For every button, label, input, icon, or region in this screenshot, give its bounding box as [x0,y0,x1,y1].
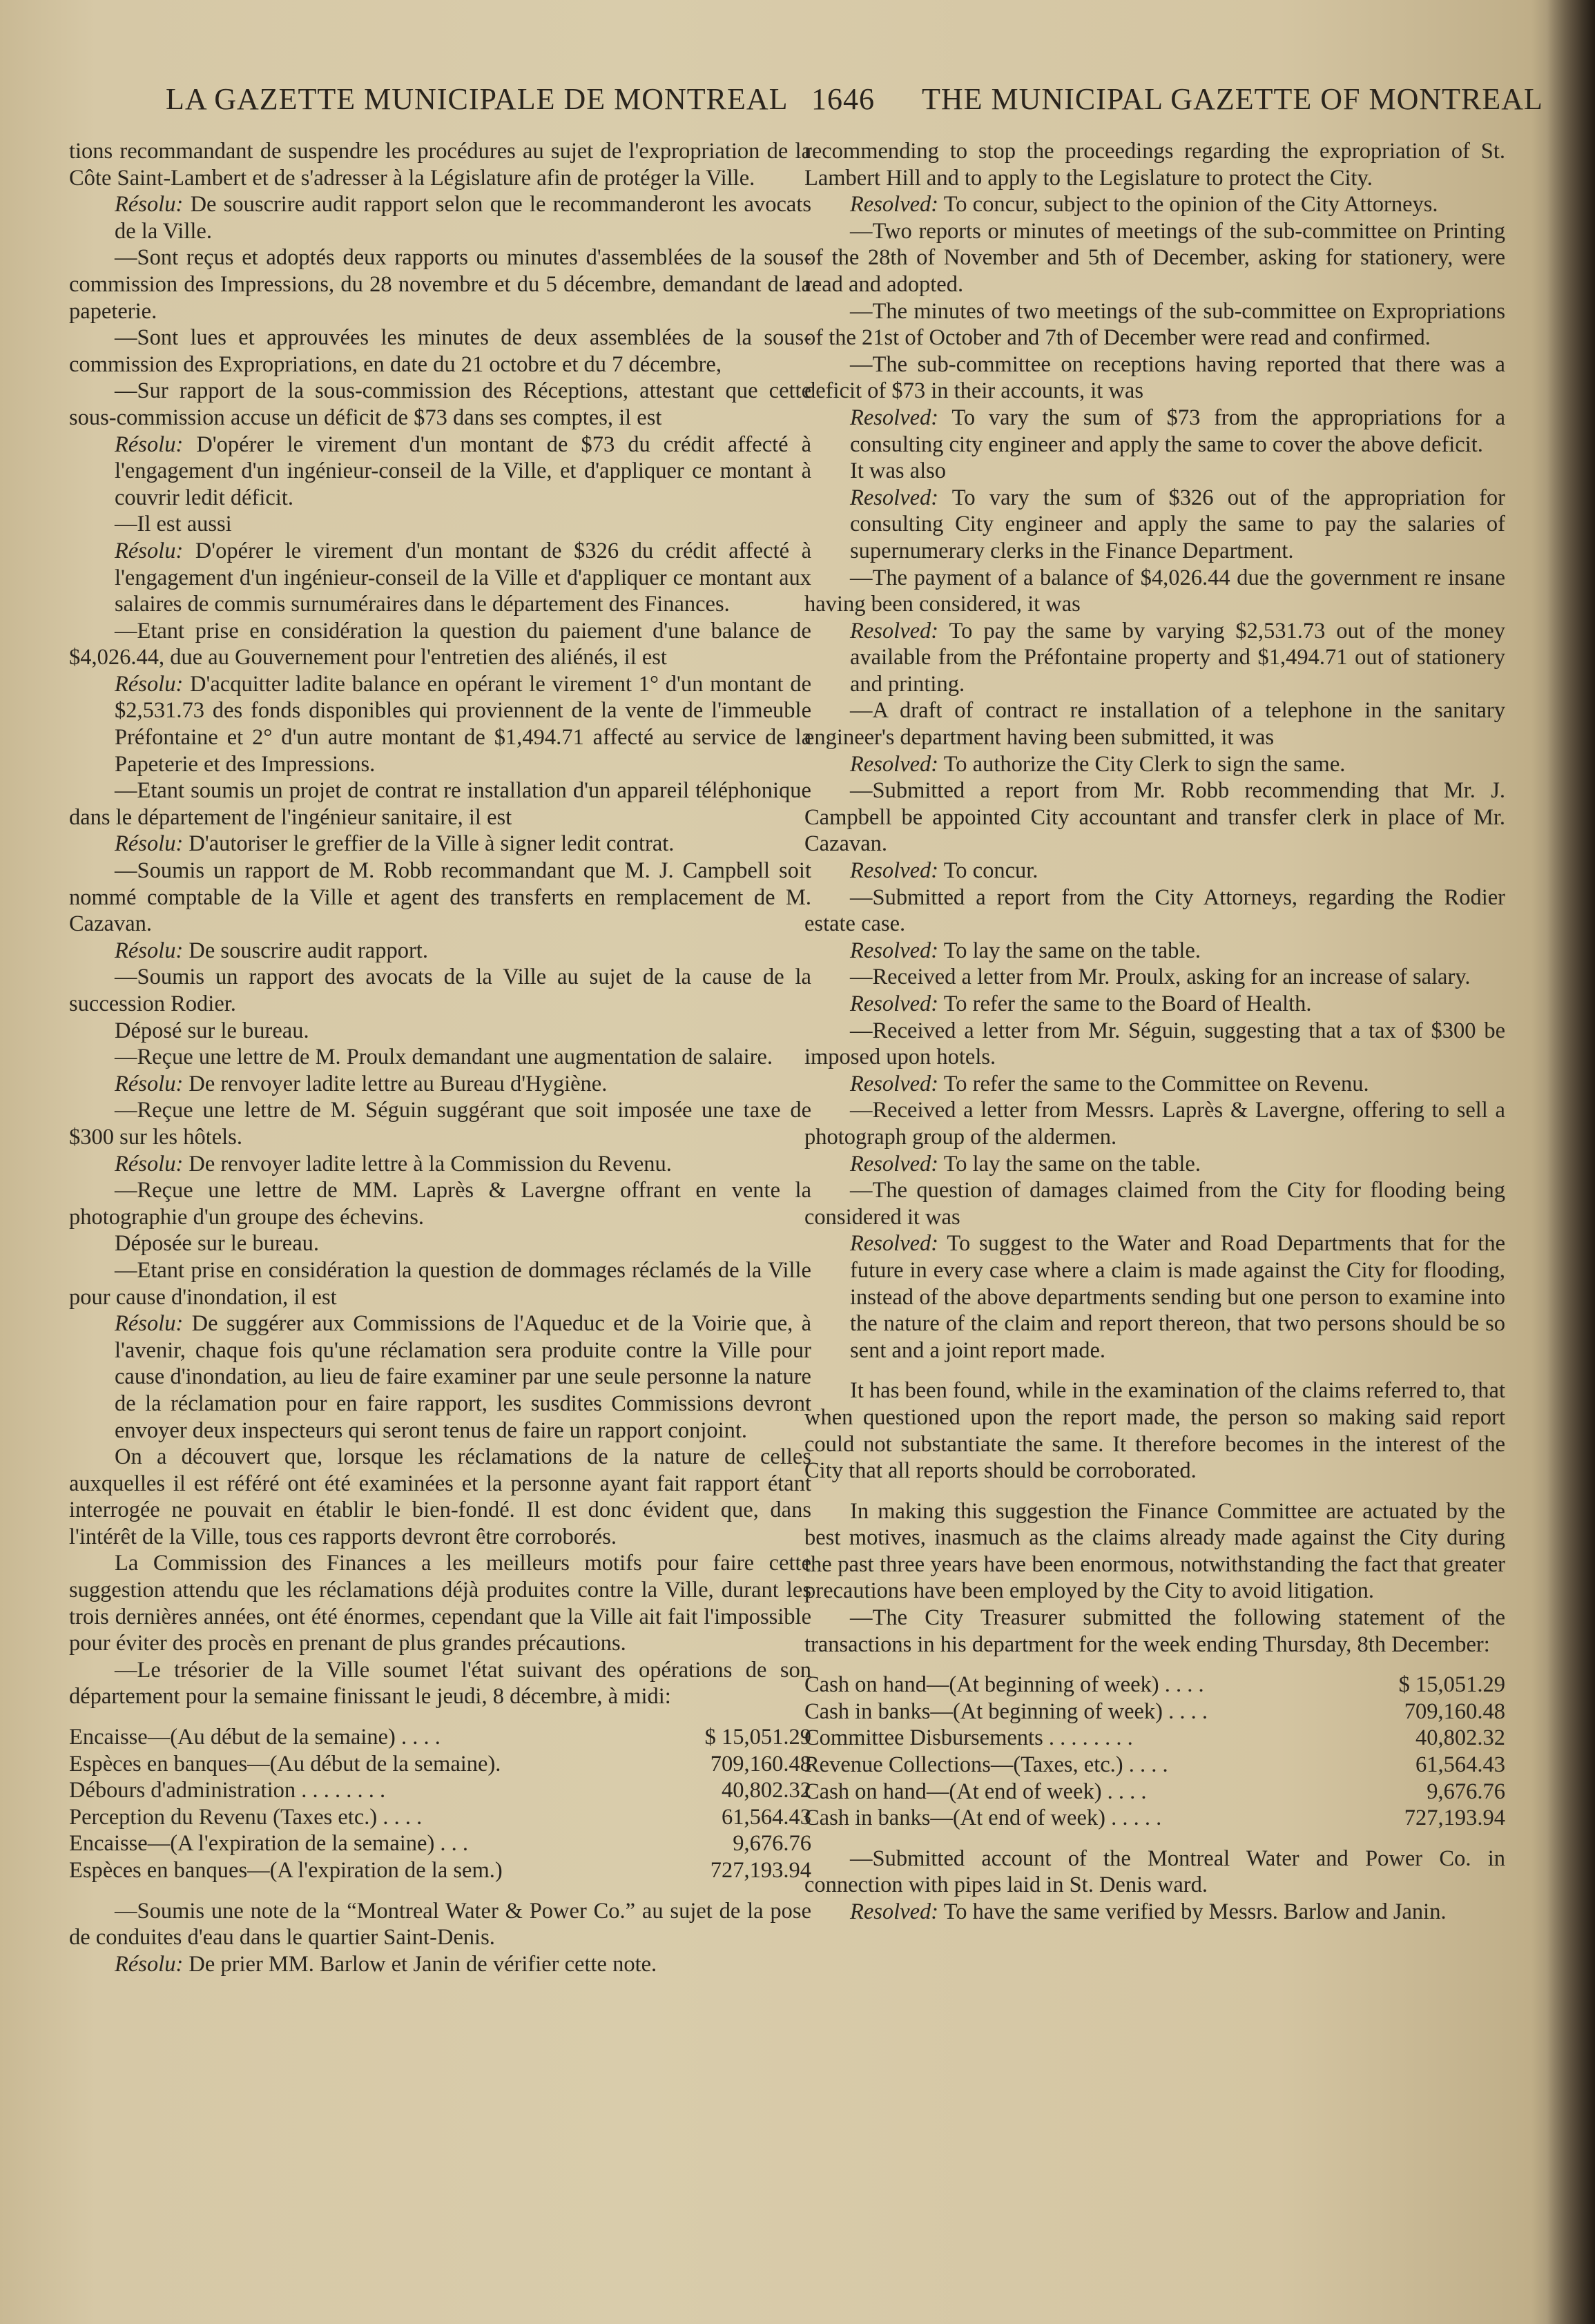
finance-label: Cash in banks—(At end of week) . . . . . [804,1805,1162,1831]
fr-resolution-text: De renvoyer ladite lettre à la Commission du Revenu. [188,1151,672,1176]
finance-amount: 40,802.32 [722,1778,811,1803]
table-row [804,1779,1505,1805]
en-resolution-text: To lay the same on the table. [943,938,1201,963]
finance-label: Revenue Collections—(Taxes, etc.) . . . . [804,1752,1168,1778]
en-resolved-label: Resolved: [850,858,939,884]
spacer [804,1364,1505,1377]
fr-resolu-label: Résolu: [115,938,184,963]
fr-paragraph: —Soumis un rapport de M. Robb recommandant que M. J. Campbell soit nommé comptable de la Ville et agent des transferts en remplacement de M. Cazavan. [69,858,811,937]
en-resolution [804,858,1505,884]
finance-amount: 727,193.94 [1404,1805,1505,1831]
en-resolution-text: To have the same verified by Messrs. Barlow and Janin. [943,1899,1447,1924]
fr-resolution-text: De renvoyer ladite lettre au Bureau d'Hygiène. [188,1071,608,1096]
en-resolution [804,991,1505,1018]
english-column [804,138,1505,1926]
en-resolved-label: Resolved: [850,991,939,1016]
en-resolution-text: To authorize the City Clerk to sign the same. [943,751,1346,777]
en-resolution [804,1071,1505,1098]
en-resolution-text: To lay the same on the table. [943,1151,1201,1176]
fr-resolu-label: Résolu: [115,1951,184,1977]
fr-resolution [69,191,811,244]
en-paragraph: It was also [850,458,946,484]
fr-resolution-text: D'opérer le virement d'un montant de $73 du crédit affecté à l'engagement d'un ingénieur-conseil de la Ville, et d'appliquer ce montant à couvrir ledit déficit. [115,432,812,510]
fr-paragraph: —Soumis un rapport des avocats de la Ville au sujet de la cause de la succession Rodier. [69,965,811,1016]
finance-amount: 727,193.94 [710,1858,811,1883]
fr-paragraph: On a découvert que, lorsque les réclamations de la nature de celles auxquelles il est référé ont été examinées et la personne ayant fait rapport étant interrogée ne pouvait en établir le bien-fondé. Il est donc évident que, dans l'intérêt de la Ville, tous ces rapports devront être corroborés. [69,1444,811,1549]
fr-resolution [69,538,811,618]
en-paragraph: —Submitted a report from the City Attorneys, regarding the Rodier estate case. [804,884,1505,937]
en-paragraph: It has been found, while in the examination of the claims referred to, that when questioned upon the report made, the person so making said report could not substantiate the same. It therefore becomes in the interest of the City that all reports should be corroborated. [804,1378,1505,1484]
en-paragraph: —Received a letter from Messrs. Laprès & Lavergne, offering to sell a photograph group of the aldermen. [804,1098,1505,1150]
fr-paragraph: —Le trésorier de la Ville soumet l'état suivant des opérations de son département pour la semaine finissant le jeudi, 8 décembre, à midi: [69,1657,811,1710]
fr-paragraph: —Il est aussi [115,512,232,537]
en-paragraph: —Received a letter from Mr. Séguin, suggesting that a tax of $300 be imposed upon hotels. [804,1018,1505,1070]
fr-resolution-text: D'autoriser le greffier de la Ville à signer ledit contrat. [188,831,675,857]
en-paragraph: —The minutes of two meetings of the sub-committee on Expropriations of the 21st of October and 7th of December were read and confirmed. [804,298,1505,351]
spacer [804,1832,1505,1846]
en-paragraph: —Two reports or minutes of meetings of the sub-committee on Printing of the 28th of November and 5th of December, asking for stationery, were read and adopted. [804,218,1505,297]
en-resolution-text: To refer the same to the Committee on Revenu. [943,1071,1369,1096]
finance-label: Cash in banks—(At beginning of week) . . . . [804,1698,1208,1724]
en-paragraph: —Submitted a report from Mr. Robb recommending that Mr. J. Campbell be appointed City accountant and transfer clerk in place of Mr. Cazavan. [804,778,1505,857]
fr-paragraph: Déposée sur le bureau. [115,1231,319,1257]
fr-resolution-text: D'acquitter ladite balance en opérant le virement 1° d'un montant de $2,531.73 des fonds disponibles qui proviennent de la vente de l'immeuble Préfontaine et 2° d'un autre montant de $1,494.71 affecté au service de la Papeterie et des Impressions. [115,671,811,777]
table-row [804,1752,1505,1779]
fr-resolution [69,1951,811,1978]
en-paragraph: —A draft of contract re installation of a telephone in the sanitary engineer's department having been submitted, it was [804,698,1505,751]
en-resolution-text: To refer the same to the Board of Health. [943,991,1312,1016]
en-resolution [804,191,1505,218]
en-resolution [804,938,1505,965]
finance-amount: $ 15,051.29 [704,1725,811,1750]
spacer [804,1658,1505,1672]
en-resolution-text: To concur, subject to the opinion of the City Attorneys. [943,192,1438,217]
fr-resolu-label: Résolu: [115,192,184,217]
fr-paragraph: —Etant soumis un projet de contrat re installation d'un appareil téléphonique dans le département de l'ingénieur sanitaire, il est [69,778,811,830]
fr-resolution [69,1071,811,1098]
en-resolution-text: To concur. [943,858,1038,884]
fr-paragraph: —Sont reçus et adoptés deux rapports ou minutes d'assemblées de la sous-commission des Impressions, du 28 novembre et du 5 décembre, demandant de la papeterie. [69,245,811,324]
fr-resolu-label: Résolu: [115,1311,184,1337]
fr-resolution [69,938,811,965]
en-paragraph: —The payment of a balance of $4,026.44 due the government re insane having been considered, it was [804,565,1505,617]
en-paragraph: In making this suggestion the Finance Committee are actuated by the best motives, inasmuch as the claims already made against the City during the past three years have been enormous, notwithstanding the fact that greater precautions have been employed by the City to avoid litigation. [804,1498,1505,1604]
en-resolution-text: To vary the sum of $73 from the appropriations for a consulting city engineer and apply the same to cover the above deficit. [850,405,1506,457]
header-french-title: LA GAZETTE MUNICIPALE DE MONTREAL [166,82,789,116]
fr-paragraph: —Reçue une lettre de M. Proulx demandant une augmentation de salaire. [115,1045,773,1070]
table-row [804,1698,1505,1725]
finance-label: Cash on hand—(At beginning of week) . . . . [804,1672,1204,1698]
fr-resolution [69,1310,811,1444]
en-resolved-label: Resolved: [850,485,939,510]
en-resolution [804,405,1505,458]
page-number: 1646 [811,82,875,116]
table-row [69,1751,811,1778]
en-resolution [804,485,1505,565]
table-row [69,1724,811,1751]
table-row [804,1725,1505,1752]
finance-label: Perception du Revenu (Taxes etc.) . . . . [69,1804,423,1830]
table-row [804,1805,1505,1832]
fr-resolution-text: De souscrire audit rapport. [188,938,428,963]
en-paragraph: —The question of damages claimed from the City for flooding being considered it was [804,1178,1505,1230]
en-resolution [804,1151,1505,1178]
fr-resolu-label: Résolu: [115,831,184,857]
finance-amount: 9,676.76 [1427,1779,1505,1804]
en-resolved-label: Resolved: [850,938,939,963]
en-paragraph: —Submitted account of the Montreal Water and Power Co. in connection with pipes laid in St. Denis ward. [804,1846,1505,1898]
finance-amount: 709,160.48 [710,1751,811,1776]
fr-paragraph: Déposé sur le bureau. [115,1018,309,1043]
page-header [166,81,1543,130]
fr-resolu-label: Résolu: [115,1151,184,1176]
header-english-title: THE MUNICIPAL GAZETTE OF MONTREAL [922,82,1543,116]
en-resolution-text: To suggest to the Water and Road Departments that for the future in every case where a claim is made against the City for flooding, instead of the above departments sending but one person to examine into the nature of the claim and report thereon, that two persons should be so sent and a joint report made. [850,1231,1505,1363]
finance-amount: 9,676.76 [733,1831,811,1857]
table-row [69,1857,811,1884]
table-row [804,1672,1505,1698]
table-row [69,1830,811,1857]
finance-label: Espèces en banques—(Au début de la semaine). [69,1751,501,1776]
finance-label: Cash on hand—(At end of week) . . . . [804,1779,1147,1804]
en-resolved-label: Resolved: [850,1899,939,1924]
en-resolution-text: To vary the sum of $326 out of the appropriation for consulting City engineer and apply the same to pay the salaries of supernumerary clerks in the Finance Department. [850,485,1505,563]
fr-resolution-text: D'opérer le virement d'un montant de $326 du crédit affecté à l'engagement d'un ingénieur-conseil de la Ville et d'appliquer ce montant aux salaires de commis surnuméraires dans le département des Finances. [115,538,812,617]
fr-paragraph: —Etant prise en considération la question de dommages réclamés de la Ville pour cause d'inondation, il est [69,1257,811,1310]
fr-paragraph: —Reçue une lettre de MM. Laprès & Lavergne offrant en vente la photographie d'un groupe des échevins. [69,1178,811,1230]
en-paragraph: —Received a letter from Mr. Proulx, asking for an increase of salary. [850,965,1471,990]
finance-label: Encaisse—(A l'expiration de la semaine) . . . [69,1831,469,1857]
fr-resolution [69,432,811,512]
finance-label: Committee Disbursements . . . . . . . . [804,1725,1133,1751]
finance-amount: 709,160.48 [1404,1698,1505,1724]
fr-paragraph: La Commission des Finances a les meilleurs motifs pour faire cette suggestion attendu que les réclamations déjà produites contre la Ville, durant les trois dernières années, ont été énormes, cependant que la Ville ait fait l'impossible pour éviter des procès en prenant de plus grandes précautions. [69,1551,811,1656]
en-resolution-text: To pay the same by varying $2,531.73 out of the money available from the Préfontaine property and $1,494.71 out of stationery and printing. [850,618,1505,697]
en-resolved-label: Resolved: [850,1231,939,1257]
en-finance-table [804,1672,1505,1832]
spacer [804,1484,1505,1498]
en-resolved-label: Resolved: [850,618,939,643]
finance-label: Encaisse—(Au début de la semaine) . . . . [69,1725,441,1750]
fr-paragraph: —Sur rapport de la sous-commission des Réceptions, attestant que cette sous-commission accuse un déficit de $73 dans ses comptes, il est [69,378,811,430]
en-resolved-label: Resolved: [850,751,939,777]
finance-label: Espèces en banques—(A l'expiration de la sem.) [69,1858,503,1883]
fr-paragraph: —Reçue une lettre de M. Séguin suggérant que soit imposée une taxe de $300 sur les hôtels. [69,1098,811,1150]
fr-resolution [69,831,811,858]
table-row [69,1777,811,1804]
en-paragraph: —The sub-committee on receptions having reported that there was a deficit of $73 in their accounts, it was [804,351,1505,404]
en-resolved-label: Resolved: [850,405,939,430]
finance-amount: $ 15,051.29 [1398,1672,1505,1698]
french-column [69,138,811,1977]
en-resolution [804,1899,1505,1926]
spacer [69,1710,811,1724]
en-paragraph: —The City Treasurer submitted the following statement of the transactions in his department for the week ending Thursday, 8th December: [804,1605,1505,1657]
en-resolution [804,618,1505,698]
fr-paragraph: tions recommandant de suspendre les procédures au sujet de l'expropriation de la Côte Saint-Lambert et de s'adresser à la Législature afin de protéger la Ville. [69,139,811,191]
fr-paragraph: —Etant prise en considération la question du paiement d'une balance de $4,026.44, due au Gouvernement pour l'entretien des aliénés, il est [69,618,811,670]
finance-amount: 40,802.32 [1415,1725,1505,1751]
en-resolved-label: Resolved: [850,1151,939,1176]
fr-resolution [69,1151,811,1178]
en-paragraph: recommending to stop the proceedings regarding the expropriation of St. Lambert Hill and to apply to the Legislature to protect the City. [804,139,1505,191]
fr-paragraph: —Sont lues et approuvées les minutes de deux assemblées de la sous-commission des Expropriations, en date du 21 octobre et du 7 décembre, [69,325,811,377]
en-resolved-label: Resolved: [850,192,939,217]
fr-resolu-label: Résolu: [115,538,184,563]
fr-finance-table [69,1724,811,1884]
fr-resolu-label: Résolu: [115,1071,184,1096]
fr-resolution-text: De suggérer aux Commissions de l'Aqueduc et de la Voirie que, à l'avenir, chaque fois qu'une réclamation sera produite contre la Ville pour cause d'inondation, au lieu de faire examiner par une seule personne la nature de la réclamation pour en faire rapport, les susdites Commissions devront envoyer deux inspecteurs qui seront tenus de faire un rapport conjoint. [115,1311,811,1443]
en-resolved-label: Resolved: [850,1071,939,1096]
en-resolution [804,751,1505,778]
en-resolution [804,1230,1505,1364]
fr-resolu-label: Résolu: [115,432,184,457]
table-row [69,1804,811,1831]
fr-resolution-text: De prier MM. Barlow et Janin de vérifier cette note. [188,1951,657,1977]
finance-amount: 61,564.43 [722,1804,811,1830]
fr-paragraph: —Soumis une note de la “Montreal Water & Power Co.” au sujet de la pose de conduites d'eau dans le quartier Saint-Denis. [69,1898,811,1950]
fr-resolution-text: De souscrire audit rapport selon que le recommanderont les avocats de la Ville. [115,192,811,244]
book-spine-shadow [1547,0,1595,2324]
finance-label: Débours d'administration . . . . . . . . [69,1778,386,1803]
fr-resolution [69,671,811,777]
fr-resolu-label: Résolu: [115,671,184,697]
finance-amount: 61,564.43 [1415,1752,1505,1778]
spacer [69,1884,811,1898]
